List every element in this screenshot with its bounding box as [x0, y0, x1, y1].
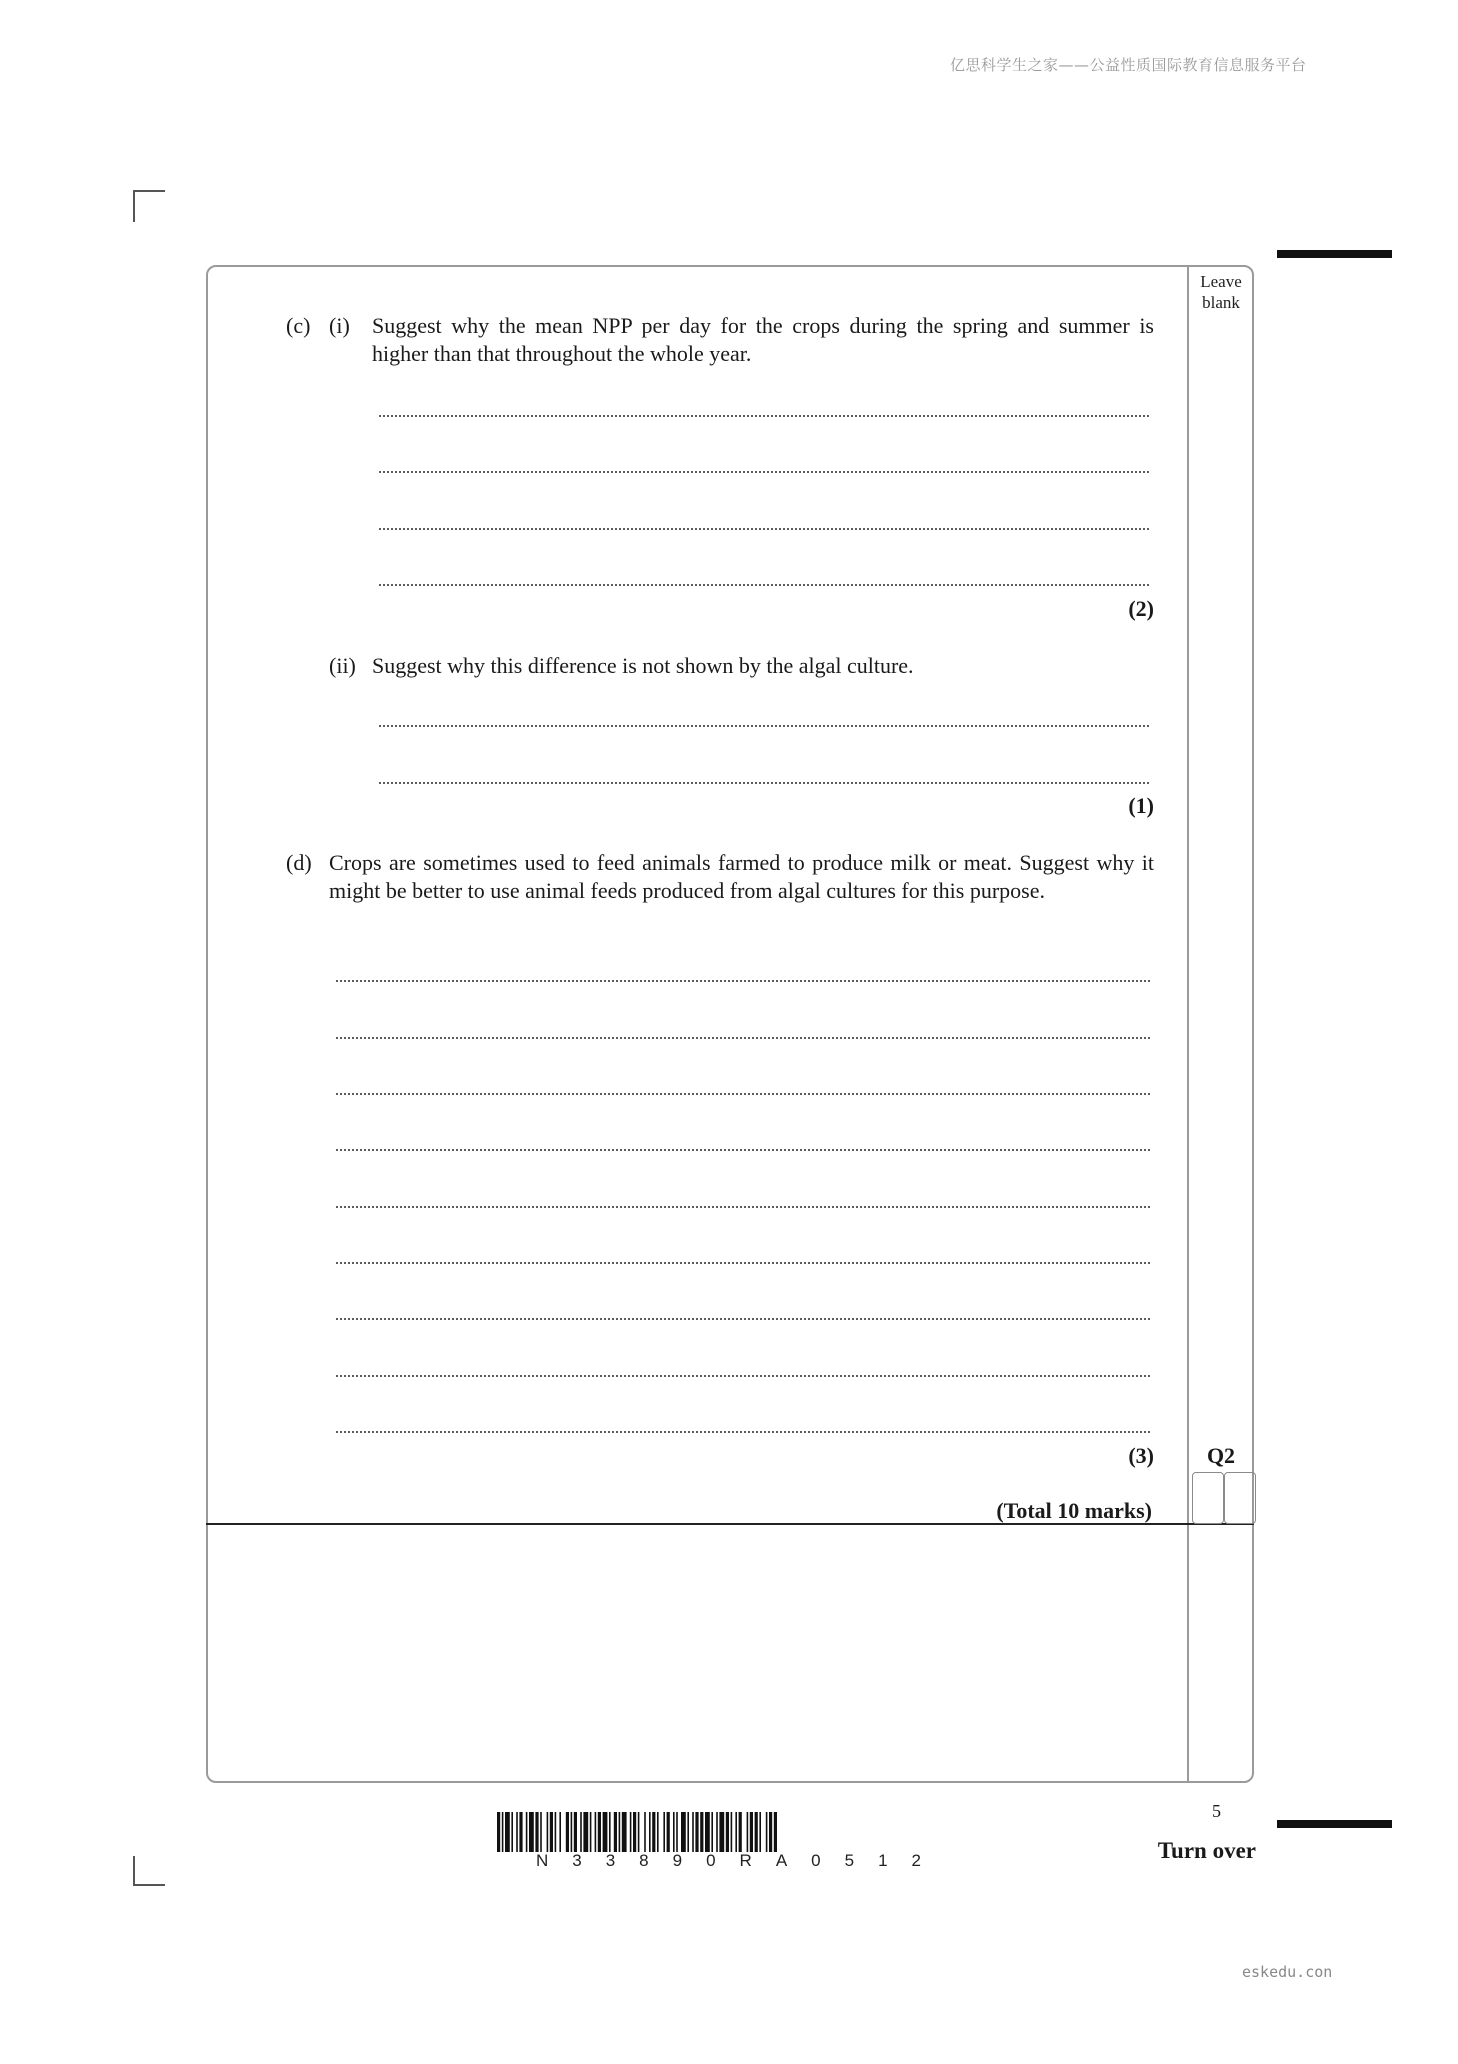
page-number: 5 [1212, 1801, 1221, 1821]
part-c-label: (c) [286, 313, 311, 338]
edge-bar-bottom [1277, 1820, 1392, 1828]
watermark-top: 亿思科学生之家——公益性质国际教育信息服务平台 [950, 56, 1307, 74]
barcode-text: N33890RA0512 [536, 1851, 945, 1870]
part-d-question: Crops are sometimes used to feed animals farmed to produce milk or meat. Suggest why it might be better to use animal feeds produced from algal cultures for this purpose. [329, 850, 1154, 903]
answer-line[interactable] [335, 1431, 1150, 1433]
part-c-i-marks: (2) [1128, 596, 1154, 621]
answer-line[interactable] [335, 1206, 1150, 1208]
examiner-mark-box-left [1192, 1472, 1224, 1524]
crop-mark-top-vertical [133, 190, 135, 222]
margin-divider [1187, 266, 1189, 1782]
crop-mark-bottom-vertical [133, 1856, 135, 1886]
crop-mark-bottom-horizontal [133, 1884, 165, 1886]
turn-over-label: Turn over [1157, 1838, 1256, 1863]
crop-mark-top-horizontal [133, 190, 165, 192]
part-c-ii-question: Suggest why this difference is not shown by the algal culture. [372, 653, 914, 678]
barcode-image [497, 1812, 965, 1852]
answer-line[interactable] [378, 584, 1150, 586]
answer-line[interactable] [335, 1093, 1150, 1095]
answer-line[interactable] [378, 415, 1150, 417]
answer-line[interactable] [378, 782, 1150, 784]
answer-line[interactable] [335, 1149, 1150, 1151]
part-c-ii-marks: (1) [1128, 793, 1154, 818]
answer-line[interactable] [378, 471, 1150, 473]
part-c-i-label: (i) [329, 313, 350, 338]
answer-line[interactable] [335, 1262, 1150, 1264]
answer-line[interactable] [335, 980, 1150, 982]
watermark-bottom: eskedu.con [1242, 1963, 1333, 1981]
edge-bar-top [1277, 250, 1392, 258]
examiner-mark-box-right [1224, 1472, 1256, 1524]
part-c-i-question: Suggest why the mean NPP per day for the crops during the spring and summer is higher than that throughout the whole year. [372, 313, 1154, 366]
total-marks: (Total 10 marks) [996, 1498, 1152, 1523]
leave-blank-label: Leave blank [1200, 272, 1242, 312]
answer-line[interactable] [335, 1037, 1150, 1039]
answer-line[interactable] [378, 528, 1150, 530]
question-code: Q2 [1206, 1443, 1236, 1468]
answer-line[interactable] [335, 1375, 1150, 1377]
answer-line[interactable] [378, 725, 1150, 727]
part-d-marks: (3) [1128, 1443, 1154, 1468]
part-c-ii-label: (ii) [329, 653, 356, 678]
answer-line[interactable] [335, 1318, 1150, 1320]
part-d-label: (d) [286, 850, 312, 875]
question-frame [206, 265, 1254, 1783]
